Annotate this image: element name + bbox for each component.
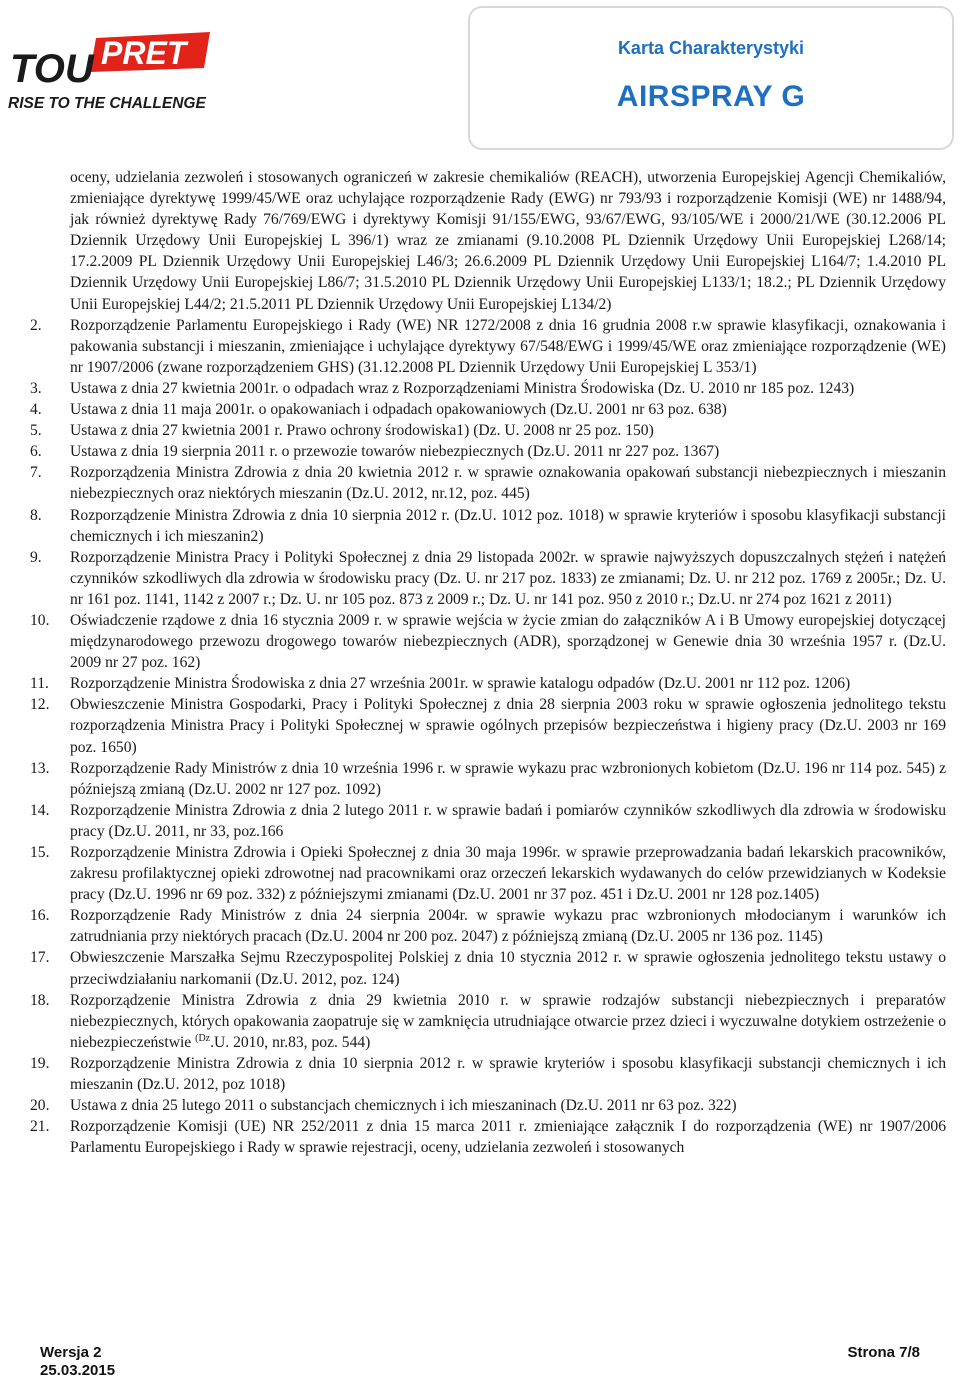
item-number: 14.	[30, 801, 50, 819]
document-title: Karta Charakterystyki	[617, 38, 805, 58]
item-text-part: .U. 2010, nr.83, poz. 544)	[210, 1033, 371, 1051]
toupret-logo	[4, 30, 214, 116]
item-text: Rozporządzenie Ministra Zdrowia i Opieki Społecznej z dnia 30 maja 1996r. w sprawie przeprowadzania badań lekarskich pracowników, zakresu profilaktycznej opieki zdrowotnej nad pracownikami oraz orzeczeń lekarskich wydawanych do celów przewidzianych w Kodeksie pracy (Dz.U. 1996 nr 69 poz. 332) z późniejszymi zmianami (Dz.U. 2001 nr 37 poz. 451 i Dz.U. 2001 nr 128 poz.1405)	[70, 844, 946, 904]
item-text: Rozporządzenie Komisji (UE) NR 252/2011 z dnia 15 marca 2011 r. zmieniające załącznik I do rozporządzenia (WE) nr 1907/2006 Parlamentu Europejskiego i Rady w sprawie rejestracji, oceny, udzielania zezwoleń i stosowanych	[70, 1118, 946, 1157]
item-text: Ustawa z dnia 11 maja 2001r. o opakowaniach i odpadach opakowaniowych (Dz.U. 2001 nr 63 poz. 638)	[70, 401, 727, 419]
list-item	[30, 758, 946, 800]
document-title-box	[468, 6, 954, 150]
list-item	[30, 673, 946, 694]
item-text: Ustawa z dnia 19 sierpnia 2011 r. o przewozie towarów niebezpiecznych (Dz.U. 2011 nr 227 poz. 1367)	[70, 443, 720, 461]
list-item	[30, 947, 946, 989]
list-item	[30, 990, 946, 1053]
logo-slogan: RISE TO THE CHALLENGE	[8, 95, 206, 112]
list-item	[30, 441, 946, 462]
item-number: 5.	[30, 422, 42, 440]
list-item	[30, 694, 946, 757]
footer-date: 25.03.2015	[40, 1362, 116, 1379]
item-number: 18.	[30, 991, 50, 1009]
item-number: 15.	[30, 844, 50, 861]
item-text: Rozporządzenie Ministra Zdrowia z dnia 10 sierpnia 2012 r. w sprawie kryteriów i sposobu klasyfikacji substancji chemicznych i ich mieszanin (Dz.U. 2012, poz 1018)	[70, 1054, 946, 1094]
item-number: 10.	[30, 611, 50, 629]
page-header	[0, 0, 960, 150]
list-item	[30, 1095, 946, 1116]
list-item	[30, 462, 946, 504]
continuation-paragraph: oceny, udzielania zezwoleń i stosowanych ograniczeń w zakresie chemikaliów (REACH), utworzenia Europejskiej Agencji Chemikaliów, zmieniające dyrektywę 1999/45/WE oraz uchylające rozporządzenie Rady (EWG) nr 793/93 i rozporządzenie Komisji (WE) nr 1488/94, jak również dyrektywę Rady 76/769/EWG i dyrektywy Komisji 91/155/EWG, 93/67/EWG, 93/105/WE i 2000/21/WE (30.12.2006 PL Dziennik Urzędowy Unii Europejskiej L 396/1) wraz ze zmianami (9.10.2008 PL Dziennik Urzędowy Unii Europejskiej L268/14; 17.2.2009 PL Dziennik Urzędowy Unii Europejskiej L46/3; 26.6.2009 PL Dziennik Urzędowy Unii Europejskiej L164/7; 1.4.2010 PL Dziennik Urzędowy Unii Europejskiej L86/7; 31.5.2010 PL Dziennik Urzędowy Unii Europejskiej L133/1; 18.2.; PL Dziennik Urzędowy Unii Europejskiej L44/2; 21.5.2011 PL Dziennik Urzędowy Unii Europejskiej L134/2)	[70, 169, 946, 313]
item-number: 7.	[30, 464, 42, 482]
list-item	[30, 505, 946, 547]
logo-pret-text: PRET	[101, 35, 187, 71]
item-text: Rozporządzenia Ministra Zdrowia z dnia 20 kwietnia 2012 r. w sprawie oznakowania opakowań substancji niebezpiecznych i mieszanin niebezpiecznych oraz niektórych mieszanin (Dz.U. 2012, nr.12, poz. 445)	[70, 464, 946, 503]
item-text: Obwieszczenie Ministra Gospodarki, Pracy i Polityki Społecznej z dnia 28 sierpnia 2003 roku w sprawie ogłoszenia jednolitego tekstu rozporządzenia Ministra Pracy i Polityki Społecznej w sprawie ogólnych przepisów bezpieczeństwa i higieny pracy (Dz.U. 2003 nr 169 poz. 1650)	[70, 696, 946, 756]
list-item	[30, 378, 946, 399]
item-text: Rozporządzenie Rady Ministrów z dnia 10 września 1996 r. w sprawie wykazu prac wzbronionych kobietom (Dz.U. 196 nr 114 poz. 545) z późniejszą zmianą (Dz.U. 2002 nr 127 poz. 1092)	[70, 759, 946, 798]
item-number: 21.	[30, 1118, 50, 1136]
regulations-list	[30, 167, 946, 1158]
item-text: Rozporządzenie Ministra Zdrowia z dnia 10 sierpnia 2012 r. (Dz.U. 1012 poz. 1018) w sprawie kryteriów i sposobu klasyfikacji substancji chemicznych i ich mieszanin2)	[70, 506, 946, 545]
logo-tou-text: TOU	[10, 47, 94, 91]
list-item	[30, 399, 946, 420]
item-number: 17.	[30, 949, 50, 967]
item-text: Rozporządzenie Parlamentu Europejskiego i Rady (WE) NR 1272/2008 z dnia 16 grudnia 2008 r.w sprawie klasyfikacji, oznakowania i pakowania substancji i mieszanin, zmieniające i uchylające dyrektywy 67/548/EWG i 1999/45/WE oraz zmieniające rozporządzenie (WE) nr 1907/2006 (zwane rozporządzeniem GHS) (31.12.2008 PL Dziennik Urzędowy Unii Europejskiej L 353/1)	[70, 316, 946, 376]
list-item	[30, 610, 946, 673]
item-text-part: Rozporządzenie Ministra Zdrowia z dnia 29 kwietnia 2010 r. w sprawie rodzajów substancji niebezpiecznych i preparatów niebezpiecznych, których opakowania zaopatruje się w zamknięcia utrudniające otwarcie przez dzieci i wyczuwalne dotykiem ostrzeżenie o niebezpieczeństwie	[70, 991, 946, 1051]
footer-page-number: Strona 7/8	[847, 1344, 920, 1361]
item-number: 9.	[30, 548, 42, 566]
item-superscript: (Dz	[195, 1032, 211, 1044]
item-number: 16.	[30, 907, 50, 925]
item-text: Oświadczenie rządowe z dnia 16 stycznia 2009 r. w sprawie wejścia w życie zmian do załączników A i B Umowy europejskiej dotyczącej międzynarodowego przewozu drogowego towarów niebezpiecznych (ADR), sporządzonej w Genewie dnia 30 września 1957 r. (Dz.U. 2009 nr 27 poz. 162)	[70, 611, 946, 672]
item-text: Rozporządzenie Ministra Zdrowia z dnia 2 lutego 2011 r. w sprawie badań i pomiarów czynników szkodliwych dla zdrowia w środowisku pracy (Dz.U. 2011, nr 33, poz.166	[70, 801, 946, 840]
list-item	[30, 1116, 946, 1158]
list-item	[30, 315, 946, 378]
item-number: 2.	[30, 316, 42, 334]
item-number: 11.	[30, 675, 49, 693]
item-text: Ustawa z dnia 27 kwietnia 2001 r. Prawo ochrony środowiska1) (Dz. U. 2008 nr 25 poz. 150)	[70, 422, 654, 440]
item-number: 19.	[30, 1054, 50, 1072]
item-text	[70, 990, 946, 1053]
list-item	[30, 905, 946, 947]
item-number: 20.	[30, 1097, 50, 1115]
item-text: Obwieszczenie Marszałka Sejmu Rzeczypospolitej Polskiej z dnia 10 stycznia 2012 r. w sprawie ogłoszenia jednolitego tekstu ustawy o przeciwdziałaniu narkomanii (Dz.U. 2012, poz. 124)	[70, 949, 946, 988]
item-number: 12.	[30, 696, 50, 714]
list-item	[30, 420, 946, 441]
list-item	[30, 800, 946, 842]
item-number: 4.	[30, 401, 42, 419]
item-number: 13.	[30, 759, 50, 777]
item-text: Rozporządzenie Ministra Środowiska z dnia 27 września 2001r. w sprawie katalogu odpadów (Dz.U. 2001 nr 112 poz. 1206)	[70, 675, 851, 693]
footer-version: Wersja 2	[40, 1344, 102, 1361]
product-name: AIRSPRAY G	[616, 80, 806, 113]
item-text: Rozporządzenie Rady Ministrów z dnia 24 sierpnia 2004r. w sprawie wykazu prac wzbronionych młodocianym i warunków ich zatrudniania przy niektórych pracach (Dz.U. 2004 nr 200 poz. 2047) z późniejszą zmianą (Dz.U. 2005 nr 136 poz. 1145)	[70, 907, 946, 946]
page-footer	[40, 1342, 920, 1380]
item-text: Rozporządzenie Ministra Pracy i Polityki Społecznej z dnia 29 listopada 2002r. w sprawie najwyższych dopuszczalnych stężeń i natężeń czynników szkodliwych dla zdrowia w środowisku pracy (Dz. U. nr 217 poz. 1833) ze zmianami; Dz. U. nr 212 poz. 1769 z 2005r.; Dz. U. nr 161 poz. 1141, 1142 z 2007 r.; Dz. U. nr 105 poz. 873 z 2009 r.; Dz. U. nr 141 poz. 950 z 2010 r.; Dz.U. nr 274 poz 1621 z 2011)	[70, 548, 946, 608]
list-item	[30, 842, 946, 905]
item-number: 8.	[30, 506, 42, 524]
item-number: 3.	[30, 379, 42, 397]
list-item	[30, 547, 946, 610]
list-item	[30, 1053, 946, 1095]
item-text: Ustawa z dnia 25 lutego 2011 o substancjach chemicznych i ich mieszaninach (Dz.U. 2011 nr 63 poz. 322)	[70, 1097, 737, 1115]
item-number: 6.	[30, 443, 42, 461]
item-text: Ustawa z dnia 27 kwietnia 2001r. o odpadach wraz z Rozporządzeniami Ministra Środowiska (Dz. U. 2010 nr 185 poz. 1243)	[70, 379, 855, 397]
